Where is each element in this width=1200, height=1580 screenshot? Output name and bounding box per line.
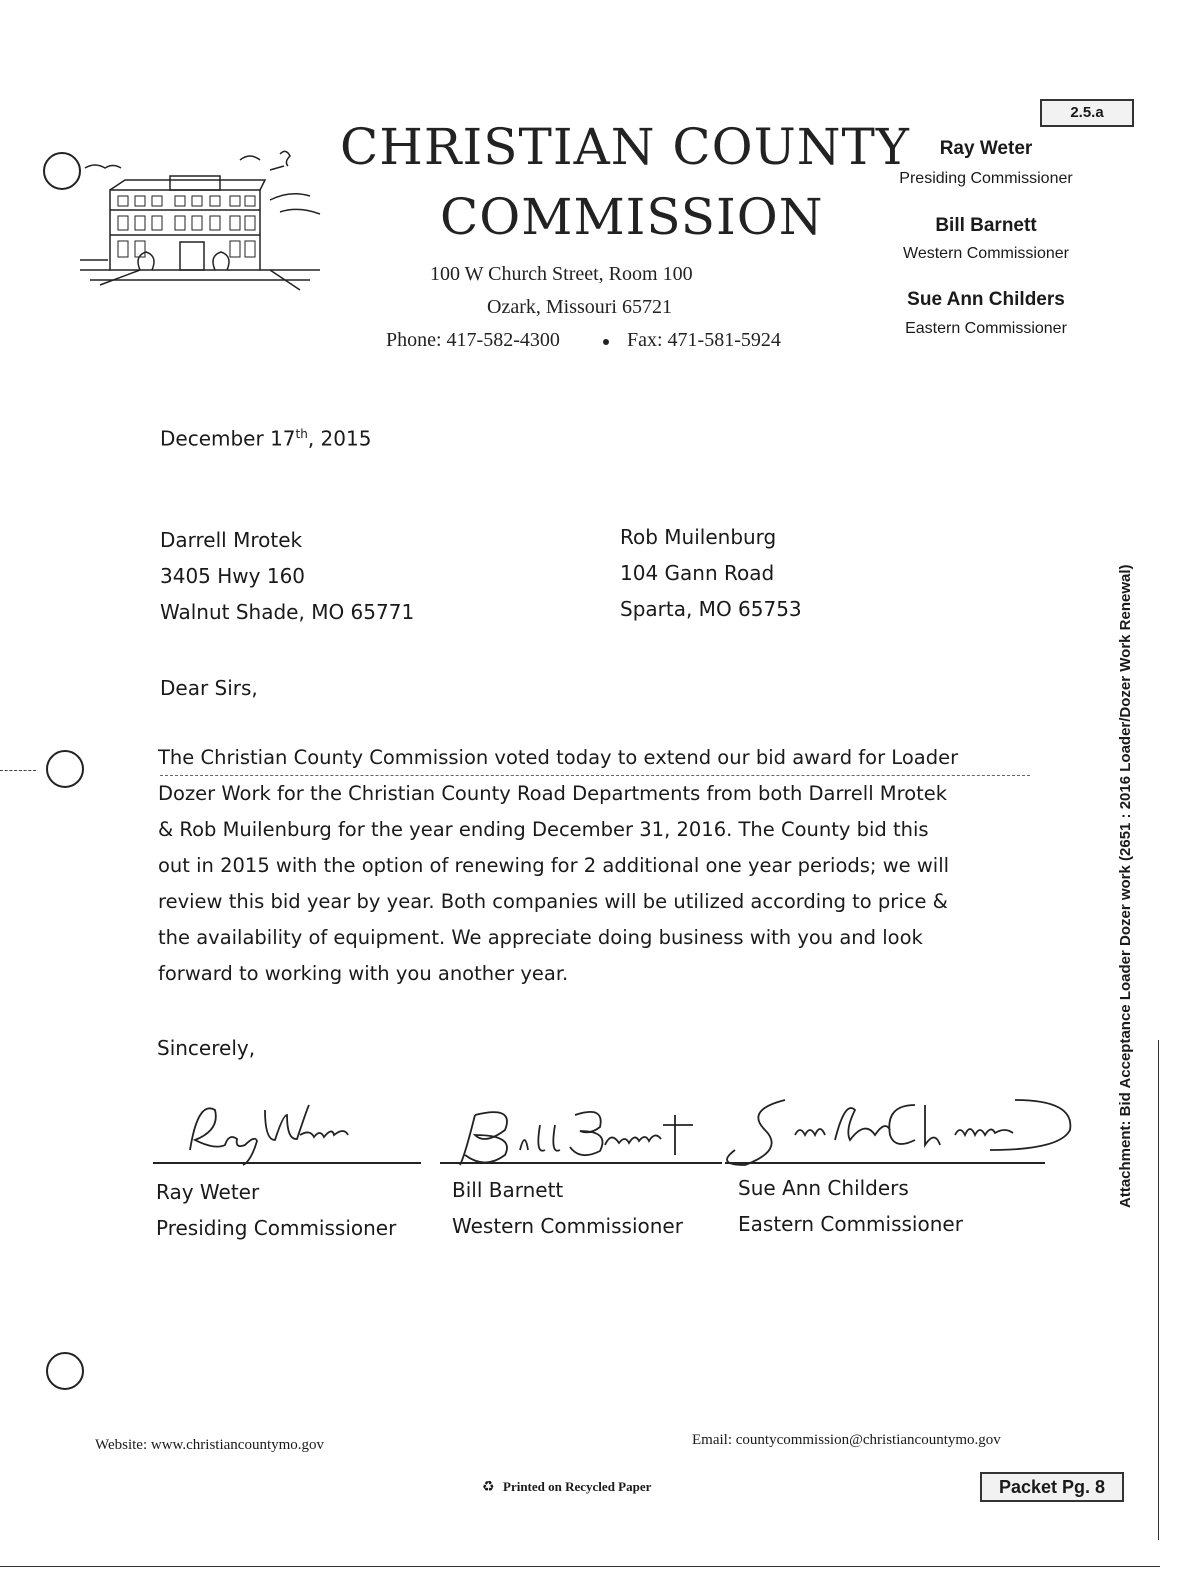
body-line-1: The Christian County Commission voted today to extend our bid award for Loader (158, 746, 959, 769)
attachment-number-tag: 2.5.a (1040, 99, 1134, 127)
commissioner-name-2: Bill Barnett (935, 215, 1037, 236)
signature-bill-barnett (445, 1095, 705, 1170)
side-attachment-label: Attachment: Bid Acceptance Loader Dozer work (2651 : 2016 Loader/Dozer Work Renewal) (1117, 564, 1134, 1208)
punch-hole-top (43, 152, 81, 190)
body-line-6: the availability of equipment. We appreciate doing business with you and look (158, 926, 923, 949)
courthouse-logo (80, 140, 330, 300)
body-line-2: Dozer Work for the Christian County Road Departments from both Darrell Mrotek (158, 782, 948, 805)
footer-recycled: Printed on Recycled Paper (503, 1479, 652, 1494)
commissioner-role-2: Western Commissioner (903, 245, 1069, 262)
date-suffix: , 2015 (307, 426, 372, 451)
signer-1-role: Presiding Commissioner (156, 1216, 397, 1240)
scan-mark (0, 770, 36, 771)
signature-sue-ann-childers (725, 1085, 1085, 1170)
punch-hole-middle (46, 750, 84, 788)
header-phone: Phone: 417-582-4300 (386, 329, 560, 351)
recipient-1-street: 3405 Hwy 160 (160, 564, 306, 588)
signer-1 (156, 1174, 396, 1246)
signer-1-name: Ray Weter (156, 1180, 260, 1204)
commissioner-name-1: Ray Weter (939, 138, 1033, 159)
recipient-2-street: 104 Gann Road (620, 561, 775, 585)
signature-line-1 (153, 1162, 421, 1164)
signature-line-3 (725, 1162, 1045, 1164)
letter-date (160, 416, 371, 457)
packet-page-tag: Packet Pg. 8 (980, 1472, 1124, 1502)
recipient-1-city: Walnut Shade, MO 65771 (160, 600, 415, 624)
bullet-icon (603, 339, 609, 345)
letter-body (158, 740, 958, 992)
signature-ray-weter (170, 1090, 410, 1170)
commissioner-name-3: Sue Ann Childers (907, 289, 1065, 310)
signer-3 (738, 1170, 963, 1242)
signature-line-2 (440, 1162, 722, 1164)
salutation: Dear Sirs, (160, 676, 258, 700)
bottom-edge-line (0, 1566, 1160, 1567)
recycle-icon: ♻ (482, 1479, 495, 1495)
body-line-4: out in 2015 with the option of renewing for 2 additional one year periods; we will (158, 854, 950, 877)
footer-email: Email: countycommission@christiancountymo.gov (692, 1432, 1001, 1448)
recipient-2-city: Sparta, MO 65753 (620, 597, 802, 621)
body-line-7: forward to working with you another year. (158, 962, 569, 985)
signer-2-name: Bill Barnett (452, 1178, 564, 1202)
commissioner-role-1: Presiding Commissioner (899, 170, 1073, 187)
right-edge-line (1158, 1040, 1159, 1540)
body-line-5: review this bid year by year. Both companies will be utilized according to price & (158, 890, 948, 913)
signer-2 (452, 1172, 683, 1244)
header-fax: Fax: 471-581-5924 (627, 329, 781, 351)
signer-3-name: Sue Ann Childers (738, 1176, 909, 1200)
signer-2-role: Western Commissioner (452, 1214, 683, 1238)
date-ordinal: th (295, 427, 308, 441)
header-address-line2: Ozark, Missouri 65721 (487, 296, 672, 318)
footer-website: Website: www.christiancountymo.gov (95, 1437, 325, 1453)
signer-3-role: Eastern Commissioner (738, 1212, 963, 1236)
closing: Sincerely, (157, 1036, 256, 1060)
recipient-2-name: Rob Muilenburg (620, 525, 777, 549)
recipient-2 (620, 519, 802, 627)
body-line-3: & Rob Muilenburg for the year ending December 31, 2016. The County bid this (158, 818, 929, 841)
header-title-line1: CHRISTIAN COUNTY (340, 118, 910, 176)
punch-hole-bottom (46, 1352, 84, 1390)
scan-dash-line (160, 775, 1030, 776)
commissioner-role-3: Eastern Commissioner (905, 320, 1067, 337)
recipient-1 (160, 522, 414, 630)
header-title-line2: COMMISSION (440, 188, 824, 246)
recipient-1-name: Darrell Mrotek (160, 528, 303, 552)
date-prefix: December 17 (160, 426, 296, 451)
header-address-line1: 100 W Church Street, Room 100 (430, 263, 693, 285)
